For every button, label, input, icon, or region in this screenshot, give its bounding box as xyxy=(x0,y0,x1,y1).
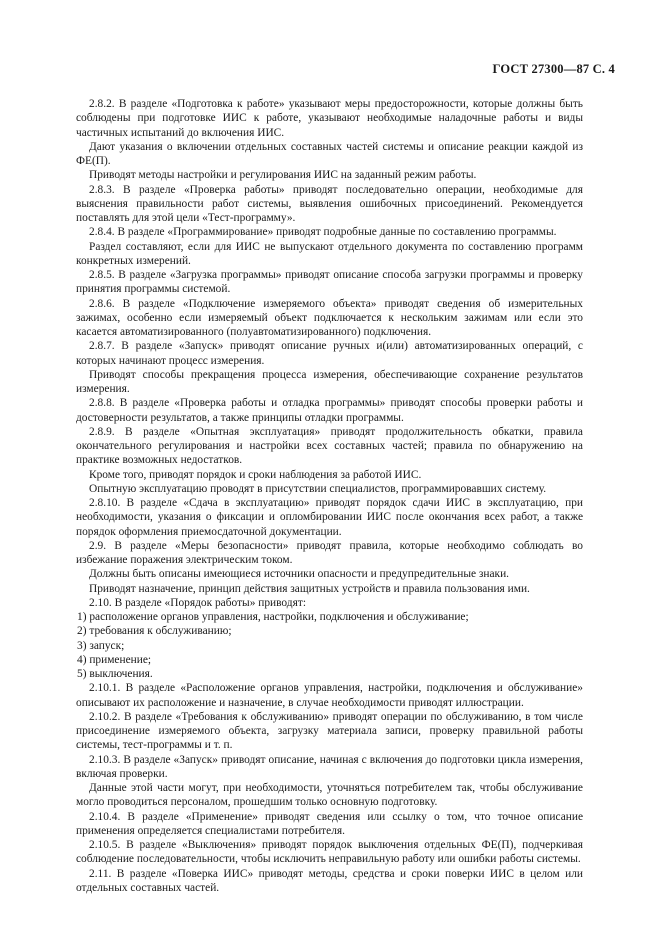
paragraph: 2.8.6. В разделе «Подключение измеряемого объекта» приводят сведения об измерительных зажимах, особенно если измеряемый объект подключается к нескольким зажимам или если это касается автоматизированного (полуавтоматизированного) подключения. xyxy=(76,297,583,338)
list-item: 1) расположение органов управления, настройки, подключения и обслуживание; xyxy=(77,611,469,623)
document-body xyxy=(76,97,583,895)
paragraph: 2.10.2. В разделе «Требования к обслуживанию» приводят операции по обслуживанию, в том числе присоединение измеряемого объекта, загрузку материала записи, проверку правильной работы системы, тест-программы и т. п. xyxy=(76,710,583,752)
paragraph: Должны быть описаны имеющиеся источники опасности и предупредительные знаки. xyxy=(89,568,510,581)
paragraph: 2.10.4. В разделе «Применение» приводят сведения или ссылку о том, что точное описание применения определяется специалистами потребителя. xyxy=(76,810,583,837)
paragraph: Дают указания о включении отдельных составных частей системы и описание реакции каждой из ФЕ(П). xyxy=(76,140,583,167)
paragraph: 2.8.2. В разделе «Подготовка к работе» указывают меры предосторожности, которые должны быть соблюдены при подготовке ИИС к работе, указывают необходимые наладочные работы и виды частичных испытаний до включения ИИС. xyxy=(76,98,583,139)
paragraph: Кроме того, приводят порядок и сроки наблюдения за работой ИИС. xyxy=(89,468,422,481)
paragraph: 2.10.3. В разделе «Запуск» приводят описание, начиная с включения до подготовки цикла измерения, включая проверки. xyxy=(76,753,583,780)
paragraph: Раздел составляют, если для ИИС не выпускают отдельного документа по составлению программ конкретных измерений. xyxy=(76,240,583,267)
paragraph: 2.8.10. В разделе «Сдача в эксплуатацию» приводят порядок сдачи ИИС в эксплуатацию, при необходимости, указания о фиксации и опломбировании ИИС после окончания всех работ, а также порядок оформления приемосдаточной документации. xyxy=(76,497,583,538)
paragraph: 2.8.3. В разделе «Проверка работы» приводят последовательно операции, необходимые для выяснения правильности работ системы, выявления ошибочных присоединений. Рекомендуется поставлять для этой цели «Тест-программу». xyxy=(76,183,583,224)
paragraph: 2.8.5. В разделе «Загрузка программы» приводят описание способа загрузки программы и проверку принятия программы системой. xyxy=(76,269,583,296)
paragraph: 2.10. В разделе «Порядок работы» приводят: xyxy=(89,596,306,609)
paragraph: 2.11. В разделе «Поверка ИИС» приводят методы, средства и сроки поверки ИИС в целом или отдельных составных частей. xyxy=(76,867,583,894)
paragraph: Приводят способы прекращения процесса измерения, обеспечивающие сохранение результатов измерения. xyxy=(76,368,583,395)
paragraph: 2.10.1. В разделе «Расположение органов управления, настройки, подключения и обслуживание» описывают их расположение и назначение, в случае необходимости приводят иллюстрации. xyxy=(76,682,583,709)
paragraph: 2.8.4. В разделе «Программирование» приводят подробные данные по составлению программы. xyxy=(89,226,557,239)
paragraph: Опытную эксплуатацию проводят в присутствии специалистов, программировавших систему. xyxy=(89,482,547,495)
list-item: 2) требования к обслуживанию; xyxy=(77,625,232,638)
list-item: 3) запуск; xyxy=(77,639,125,652)
paragraph: Приводят назначение, принцип действия защитных устройств и правила пользования ими. xyxy=(89,582,530,595)
paragraph: 2.8.7. В разделе «Запуск» приводят описание ручных и(или) автоматизированных операций, с которых начинают процесс измерения. xyxy=(76,340,583,367)
list-item: 5) выключения. xyxy=(77,668,153,680)
paragraph: 2.8.9. В разделе «Опытная эксплуатация» приводят продолжительность обкатки, правила окончательного регулирования и настройки всех составных частей; правила по обнаружению на практике возможных недостатков. xyxy=(76,425,583,467)
paragraph: 2.10.5. В разделе «Выключения» приводят порядок выключения отдельных ФЕ(П), подчеркивая соблюдение последовательности, чтобы исключить неправильную работу или ошибки работы системы. xyxy=(76,839,583,866)
paragraph: Приводят методы настройки и регулирования ИИС на заданный режим работы. xyxy=(89,169,477,182)
paragraph: Данные этой части могут, при необходимости, уточняться потребителем так, чтобы обслуживание могло проводиться персоналом, прошедшим только основную подготовку. xyxy=(76,782,583,809)
page-header: ГОСТ 27300—87 С. 4 xyxy=(492,62,615,76)
paragraph: 2.8.8. В разделе «Проверка работы и отладка программы» приводят способы проверки работы и достоверности результатов, а также принципы отладки программы. xyxy=(76,397,583,424)
paragraph: 2.9. В разделе «Меры безопасности» приводят правила, которые необходимо соблюдать во избежание поражения электрическим током. xyxy=(76,539,583,566)
list-item: 4) применение; xyxy=(77,653,152,666)
